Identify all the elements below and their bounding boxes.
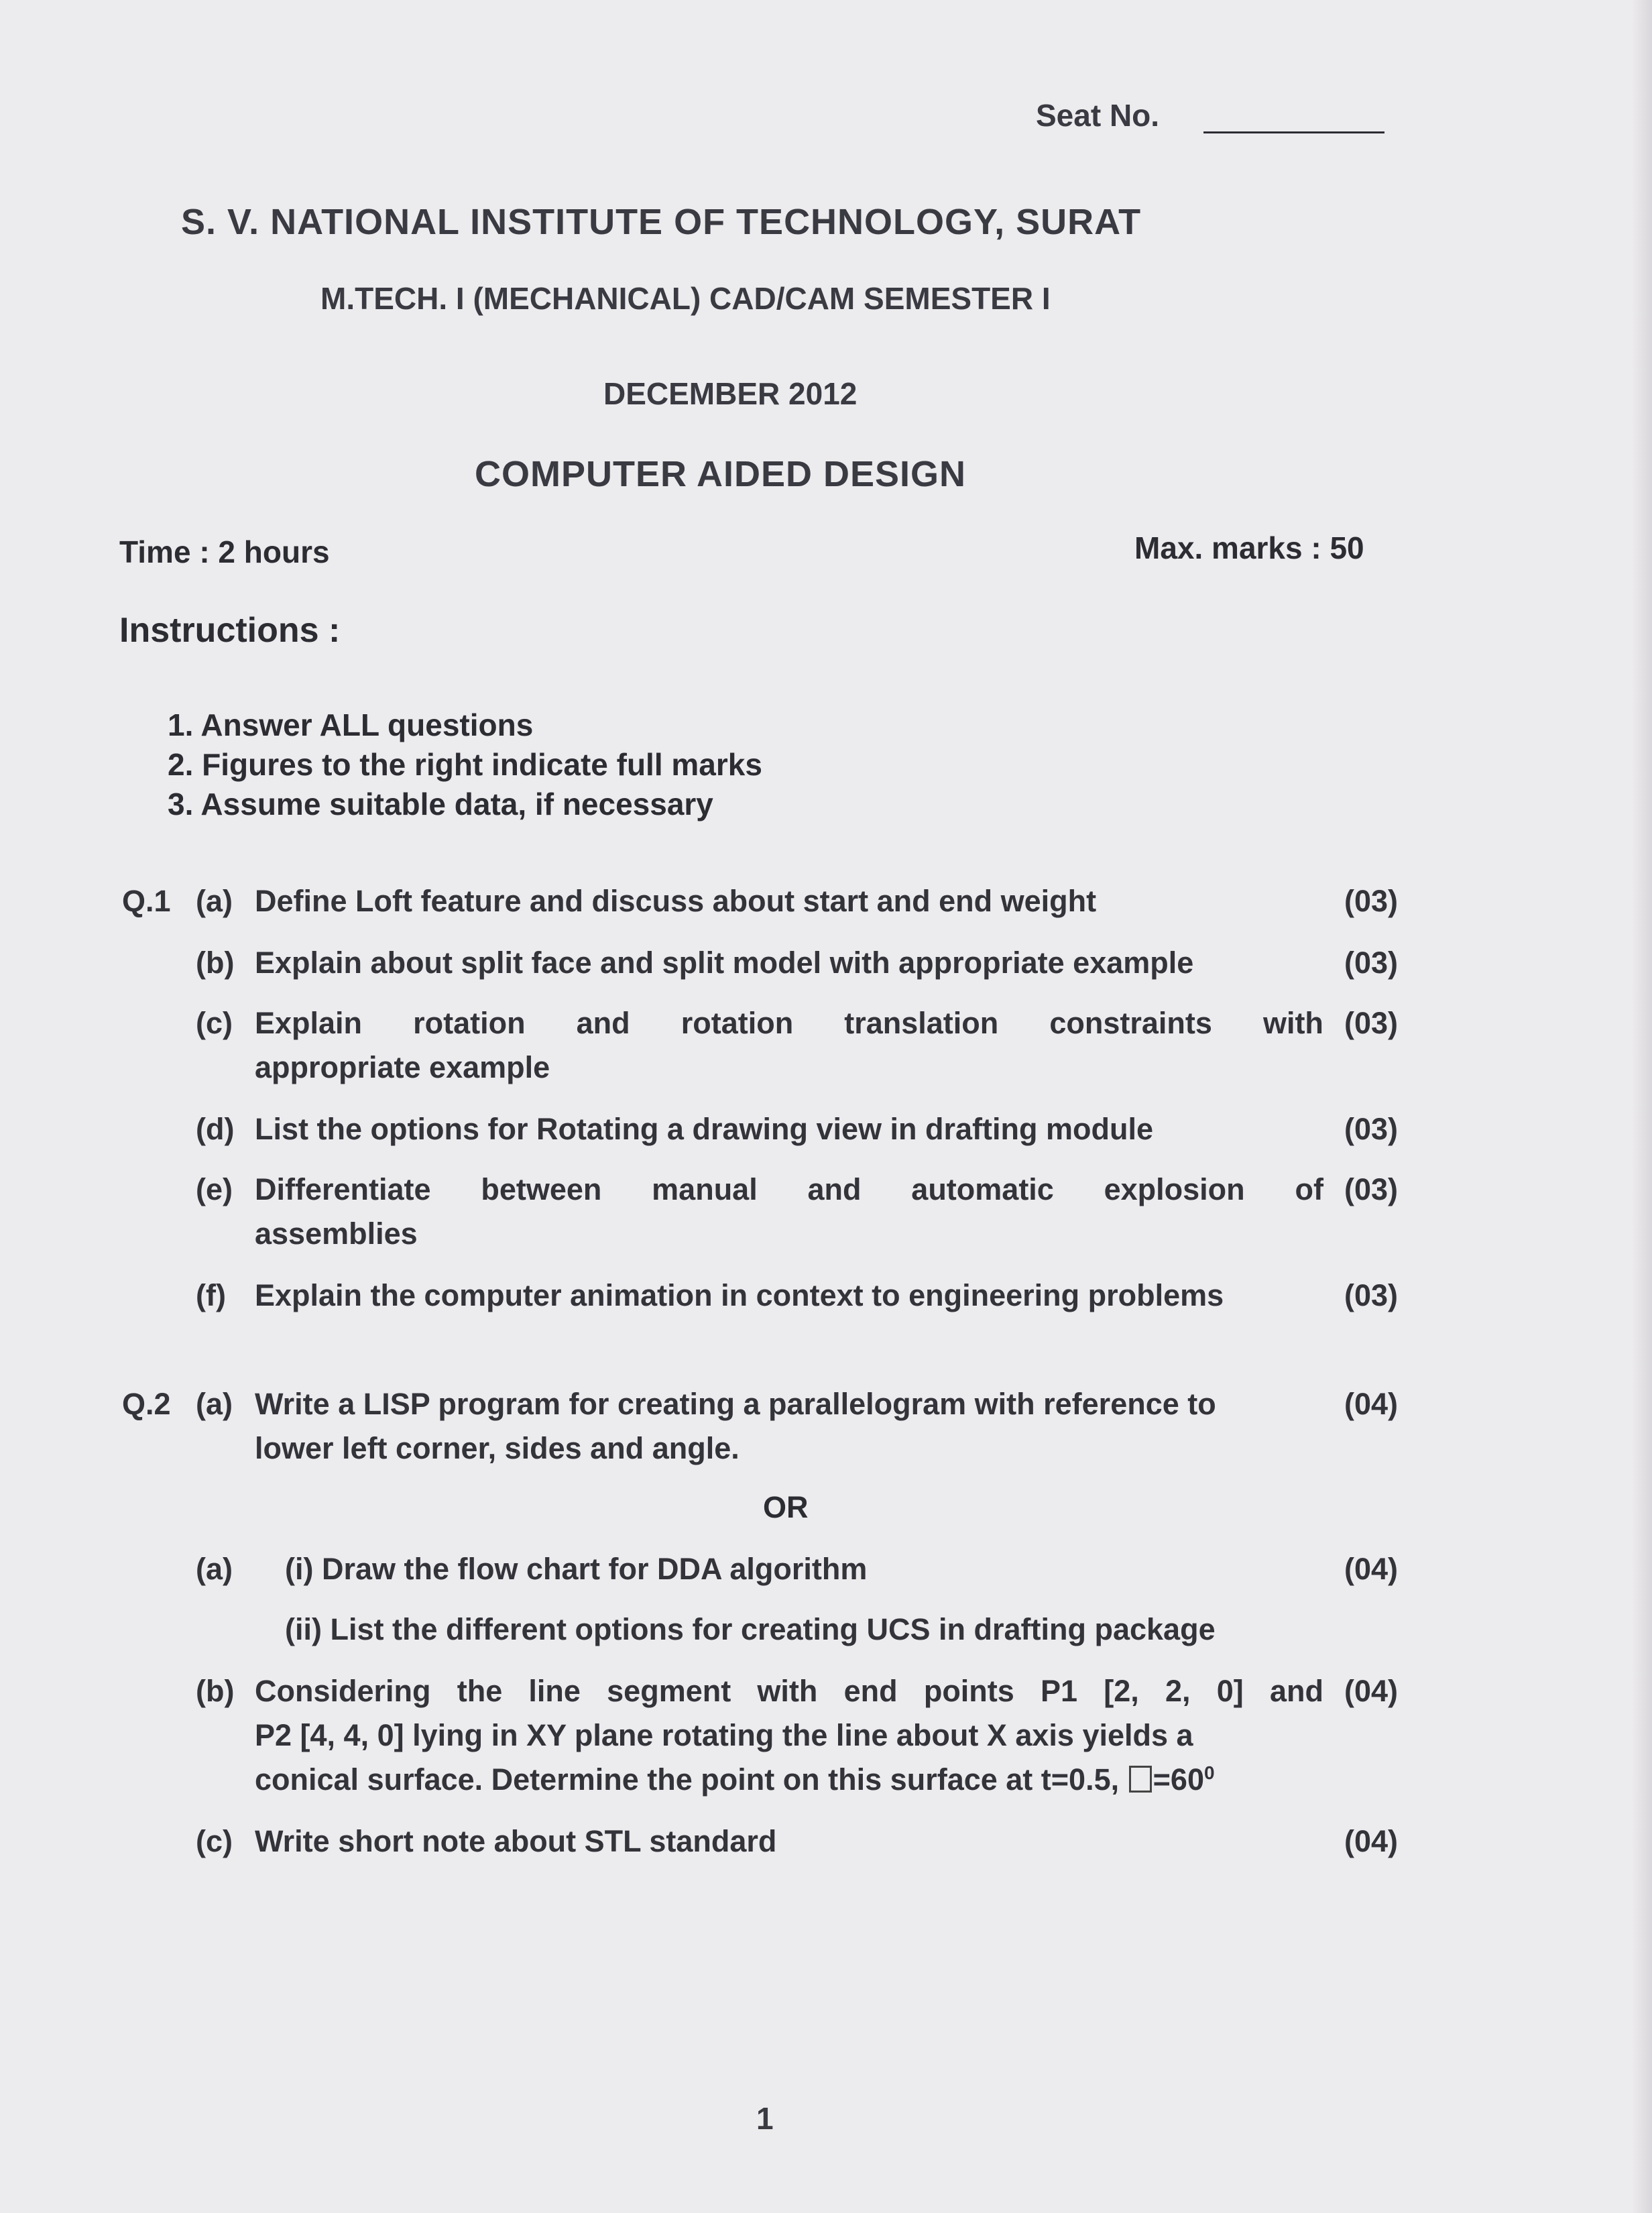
superscript: 0	[1203, 1762, 1215, 1783]
question-text: Explain the computer animation in context to engineering problems	[255, 1278, 1224, 1312]
question-marks: (03)	[1344, 1006, 1399, 1040]
word: and	[1269, 1674, 1323, 1708]
word: constraints	[1049, 1006, 1212, 1040]
missing-theta-glyph	[1129, 1766, 1152, 1793]
word: 2,	[1165, 1674, 1191, 1708]
page-number: 1	[756, 2101, 774, 2136]
seat-number-blank	[1203, 131, 1384, 133]
sub-question-label: (b)	[196, 1674, 235, 1708]
word: manual	[652, 1172, 758, 1206]
max-marks: Max. marks : 50	[1134, 530, 1364, 565]
instruction-item: 2. Figures to the right indicate full marks	[168, 747, 762, 782]
question-text: Define Loft feature and discuss about start and end weight	[255, 884, 1097, 918]
exam-time: Time : 2 hours	[119, 534, 330, 569]
question-marks: (04)	[1344, 1387, 1399, 1421]
program-title: M.TECH. I (MECHANICAL) CAD/CAM SEMESTER I	[320, 281, 1051, 316]
question-number: Q.2	[122, 1387, 171, 1421]
word: segment	[607, 1674, 731, 1708]
sub-question-label: (c)	[196, 1824, 233, 1858]
sub-question-label: (f)	[196, 1278, 226, 1312]
word: Considering	[255, 1674, 431, 1708]
sub-question-label: (c)	[196, 1006, 233, 1040]
instruction-item: 3. Assume suitable data, if necessary	[168, 787, 713, 821]
word: rotation	[413, 1006, 526, 1040]
word: Explain	[255, 1006, 363, 1040]
subject-title: COMPUTER AIDED DESIGN	[475, 454, 967, 494]
question-marks: (04)	[1344, 1824, 1399, 1858]
word: Differentiate	[255, 1172, 431, 1206]
question-marks: (03)	[1344, 1278, 1399, 1312]
scan-edge-shadow	[1632, 0, 1652, 2213]
word: between	[481, 1172, 602, 1206]
word: and	[576, 1006, 630, 1040]
question-text: assemblies	[255, 1216, 418, 1251]
word: points	[923, 1674, 1014, 1708]
question-text-justified	[255, 1006, 1323, 1041]
exam-date: DECEMBER 2012	[603, 376, 858, 411]
instructions-heading: Instructions :	[119, 611, 341, 650]
institute-title: S. V. NATIONAL INSTITUTE OF TECHNOLOGY, SURAT	[181, 202, 1142, 242]
question-text-justified	[255, 1172, 1323, 1207]
seat-label: Seat No.	[1036, 98, 1160, 133]
word: 0]	[1216, 1674, 1244, 1708]
word: of	[1295, 1172, 1323, 1206]
question-marks: (03)	[1344, 1172, 1399, 1206]
question-marks: (04)	[1344, 1674, 1399, 1708]
question-text: List the options for Rotating a drawing view in drafting module	[255, 1112, 1154, 1146]
question-text-justified	[255, 1674, 1323, 1709]
word: P1	[1041, 1674, 1078, 1708]
question-text: =60	[1153, 1762, 1204, 1797]
question-text: Explain about split face and split model with appropriate example	[255, 946, 1194, 980]
question-marks: (03)	[1344, 884, 1399, 918]
question-marks: (03)	[1344, 946, 1399, 980]
word: the	[457, 1674, 503, 1708]
question-number: Q.1	[122, 884, 171, 918]
question-text: (ii) List the different options for creating UCS in drafting package	[285, 1612, 1216, 1646]
or-separator: OR	[763, 1490, 809, 1524]
word: explosion	[1104, 1172, 1245, 1206]
question-text: conical surface. Determine the point on this surface at t=0.5,	[255, 1762, 1120, 1797]
word: line	[528, 1674, 581, 1708]
question-text-line3	[255, 1762, 1215, 1797]
question-text: Write a LISP program for creating a parallelogram with reference to	[255, 1387, 1216, 1421]
word: translation	[844, 1006, 999, 1040]
word: automatic	[911, 1172, 1054, 1206]
sub-question-label: (e)	[196, 1172, 233, 1206]
sub-question-label: (d)	[196, 1112, 235, 1146]
word: and	[807, 1172, 862, 1206]
sub-question-label: (a)	[196, 1552, 233, 1586]
word: with	[757, 1674, 818, 1708]
question-text: Write short note about STL standard	[255, 1824, 777, 1858]
word: rotation	[681, 1006, 794, 1040]
word: end	[843, 1674, 898, 1708]
question-marks: (04)	[1344, 1552, 1399, 1586]
sub-question-label: (a)	[196, 1387, 233, 1421]
sub-question-label: (b)	[196, 946, 235, 980]
sub-question-label: (a)	[196, 884, 233, 918]
instruction-item: 1. Answer ALL questions	[168, 707, 534, 742]
question-text: lower left corner, sides and angle.	[255, 1431, 740, 1465]
question-text: P2 [4, 4, 0] lying in XY plane rotating the line about X axis yields a	[255, 1718, 1193, 1752]
word: [2,	[1104, 1674, 1139, 1708]
word: with	[1262, 1006, 1323, 1040]
question-marks: (03)	[1344, 1112, 1399, 1146]
question-text: (i) Draw the flow chart for DDA algorithm	[285, 1552, 868, 1586]
question-text: appropriate example	[255, 1050, 550, 1084]
